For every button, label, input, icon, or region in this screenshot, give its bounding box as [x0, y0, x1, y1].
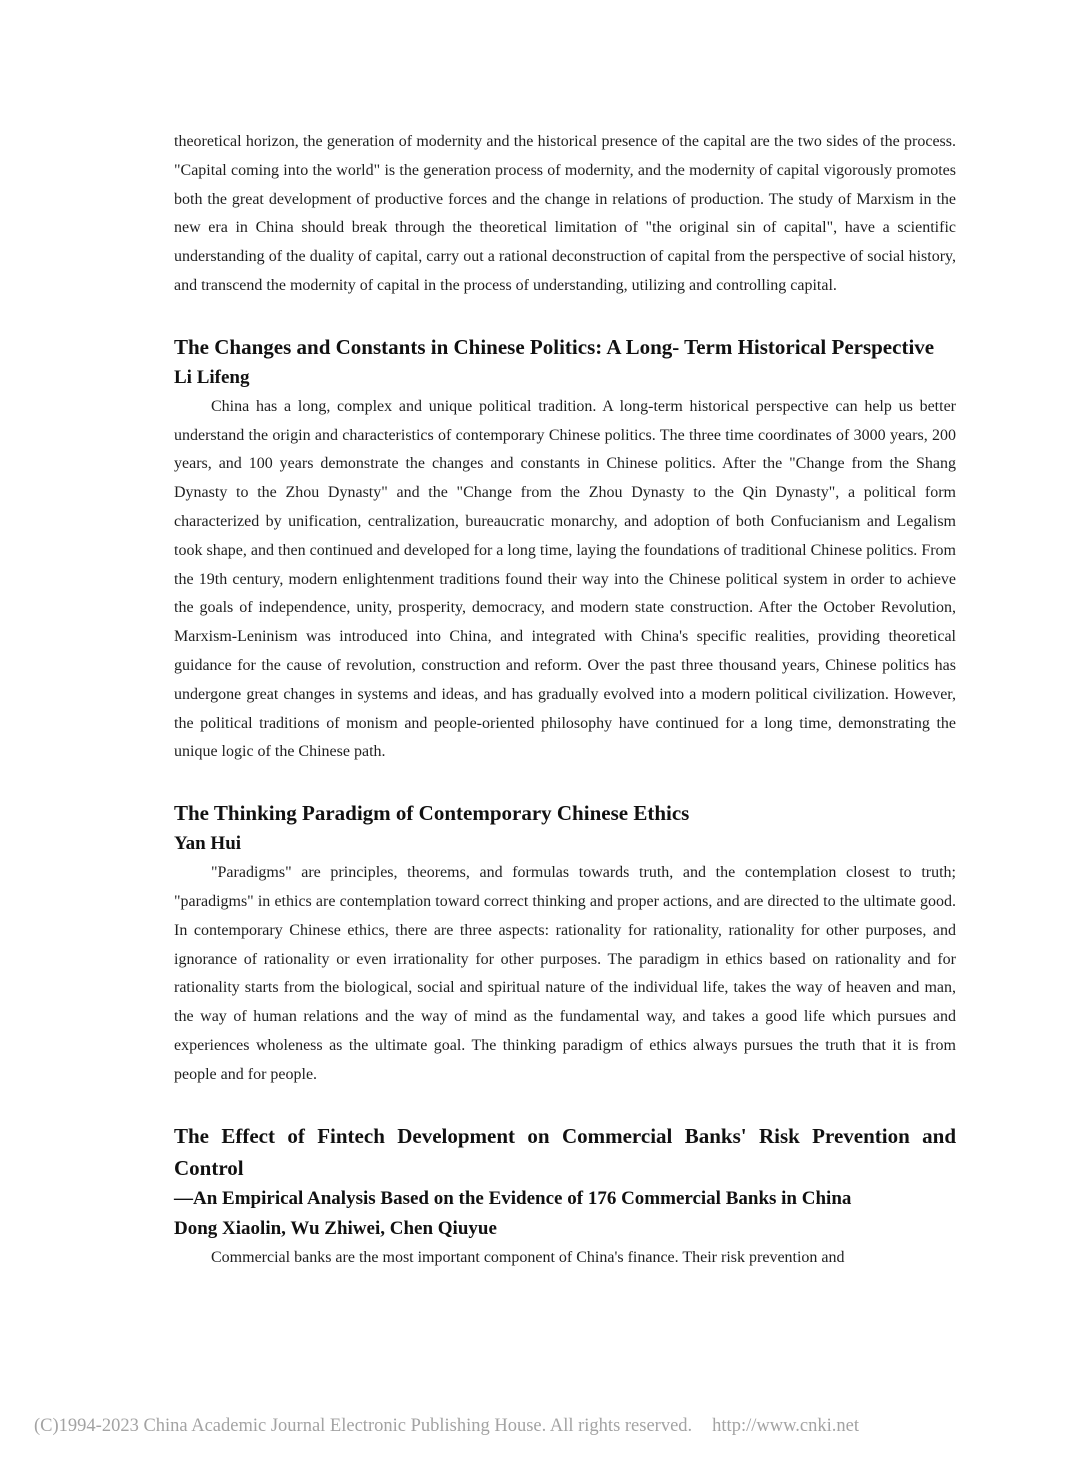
article-author: Dong Xiaolin, Wu Zhiwei, Chen Qiuyue	[174, 1217, 497, 1239]
article-title: The Changes and Constants in Chinese Politics: A Long- Term Historical Perspective	[174, 334, 935, 359]
article-1	[174, 331, 956, 767]
article-subtitle: —An Empirical Analysis Based on the Evidence of 176 Commercial Banks in China	[174, 1187, 852, 1209]
copyright-text: (C)1994-2023 China Academic Journal Electronic Publishing House. All rights reserved.	[34, 1416, 693, 1436]
copyright-footer	[34, 1416, 859, 1437]
article-2	[174, 797, 956, 1089]
intro-paragraph: theoretical horizon, the generation of modernity and the historical presence of the capital are the two sides of the process. "Capital coming into the world" is the generation process of modernity, and the modernity of capital vigorously promotes both the great development of productive forces and the change in relations of production. The study of Marxism in the new era in China should break through the theoretical limitation of "the original sin of capital", have a scientific understanding of the duality of capital, carry out a rational deconstruction of capital from the perspective of social history, and transcend the modernity of capital in the process of understanding, utilizing and controlling capital.	[174, 133, 956, 294]
article-abstract: Commercial banks are the most important component of China's finance. Their risk prevention and	[211, 1248, 845, 1266]
article-title: The Effect of Fintech Development on Commercial Banks' Risk Prevention and Control	[174, 1123, 956, 1180]
article-abstract: China has a long, complex and unique political tradition. A long-term historical perspective can help us better understand the origin and characteristics of contemporary Chinese politics. The three time coordinates of 3000 years, 200 years, and 100 years demonstrate the changes and constants in Chinese politics. After the "Change from the Shang Dynasty to the Zhou Dynasty" and the "Change from the Zhou Dynasty to the Qin Dynasty", a political form characterized by unification, centralization, bureaucratic monarchy, and adoption of both Confucianism and Legalism took shape, and then continued and developed for a long time, laying the foundations of traditional Chinese politics. From the 19th century, modern enlightenment traditions found their way into the Chinese political system in order to achieve the goals of independence, unity, prosperity, democracy, and modern state construction. After the October Revolution, Marxism-Leninism was introduced into China, and integrated with China's specific realities, providing theoretical guidance for the cause of revolution, construction and reform. Over the past three thousand years, Chinese politics has undergone great changes in systems and ideas, and has gradually evolved into a modern political civilization. However, the political traditions of monism and people-oriented philosophy have continued for a long time, demonstrating the unique logic of the Chinese path.	[174, 397, 956, 761]
article-abstract: "Paradigms" are principles, theorems, and formulas towards truth, and the contemplation closest to truth; "paradigms" in ethics are contemplation toward correct thinking and proper actions, and are directed to the ultimate good. In contemporary Chinese ethics, there are three aspects: rationality for rationality, rationality for other purposes, and ignorance of rationality or even irrationality for other purposes. The paradigm in ethics based on rationality and for rationality starts from the biological, social and spiritual nature of the individual life, takes the way of heaven and man, the way of human relations and the way of mind as the fundamental way, and takes a good life which pursues and experiences wholeness as the ultimate goal. The thinking paradigm of ethics always pursues the truth that it is from people and for people.	[174, 864, 956, 1083]
article-author: Li Lifeng	[174, 366, 250, 388]
article-title: The Thinking Paradigm of Contemporary Chinese Ethics	[174, 801, 690, 826]
footer-url[interactable]: http://www.cnki.net	[712, 1416, 859, 1436]
article-author: Yan Hui	[174, 833, 242, 855]
article-3	[174, 1120, 956, 1273]
page-body	[174, 128, 956, 1272]
